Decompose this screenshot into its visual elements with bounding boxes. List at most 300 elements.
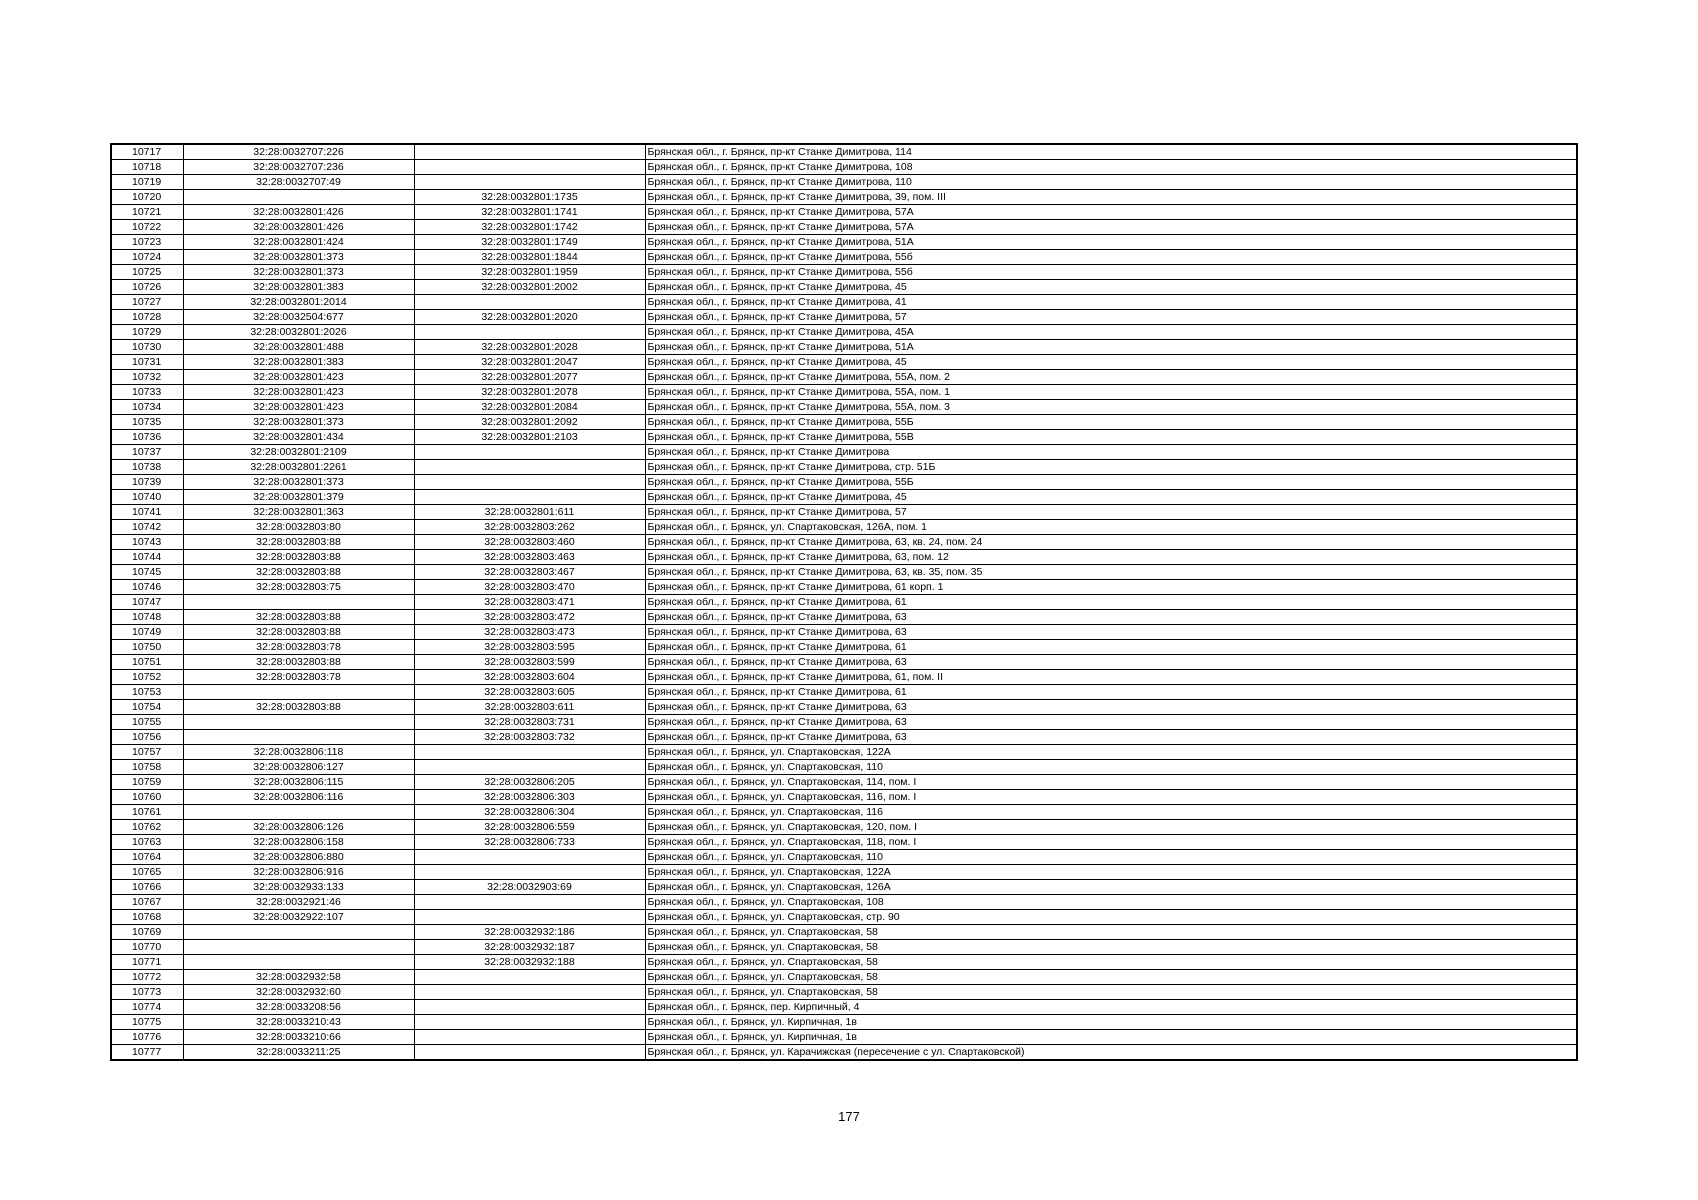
row-number-cell: 10741 [111,505,183,520]
address-cell: Брянская обл., г. Брянск, пр-кт Станке Димитрова, 55б [645,250,1577,265]
address-cell: Брянская обл., г. Брянск, пр-кт Станке Димитрова, 110 [645,175,1577,190]
table-row [111,1030,1577,1045]
land-cadastral-number-cell: 32:28:0032801:423 [183,400,414,415]
land-cadastral-number-cell: 32:28:0032801:373 [183,475,414,490]
table-row [111,685,1577,700]
row-number-cell: 10759 [111,775,183,790]
table-row [111,460,1577,475]
row-number-cell: 10769 [111,925,183,940]
table-row [111,385,1577,400]
address-cell: Брянская обл., г. Брянск, пр-кт Станке Димитрова, 55А, пом. 3 [645,400,1577,415]
address-cell: Брянская обл., г. Брянск, пр-кт Станке Димитрова, 55б [645,265,1577,280]
row-number-cell: 10734 [111,400,183,415]
address-cell: Брянская обл., г. Брянск, пр-кт Станке Димитрова, 39, пом. III [645,190,1577,205]
address-cell: Брянская обл., г. Брянск, ул. Спартаковская, 110 [645,850,1577,865]
address-cell: Брянская обл., г. Брянск, пр-кт Станке Димитрова, 63 [645,610,1577,625]
row-number-cell: 10720 [111,190,183,205]
row-number-cell: 10728 [111,310,183,325]
building-cadastral-number-cell: 32:28:0032801:1742 [414,220,645,235]
address-cell: Брянская обл., г. Брянск, пр-кт Станке Димитрова, 63 [645,730,1577,745]
row-number-cell: 10764 [111,850,183,865]
table-row [111,355,1577,370]
table-row [111,925,1577,940]
address-cell: Брянская обл., г. Брянск, пр-кт Станке Димитрова, 63 [645,700,1577,715]
table-row [111,520,1577,535]
address-cell: Брянская обл., г. Брянск, ул. Спартаковская, 116 [645,805,1577,820]
table-row [111,580,1577,595]
table-row [111,610,1577,625]
table-row [111,475,1577,490]
address-cell: Брянская обл., г. Брянск, пр-кт Станке Димитрова, 51А [645,340,1577,355]
land-cadastral-number-cell: 32:28:0032803:88 [183,610,414,625]
table-row [111,445,1577,460]
land-cadastral-number-cell: 32:28:0032801:383 [183,355,414,370]
land-cadastral-number-cell: 32:28:0032801:363 [183,505,414,520]
table-row [111,250,1577,265]
land-cadastral-number-cell: 32:28:0032801:2014 [183,295,414,310]
building-cadastral-number-cell [414,445,645,460]
table-row [111,295,1577,310]
row-number-cell: 10748 [111,610,183,625]
address-cell: Брянская обл., г. Брянск, ул. Спартаковская, 120, пом. I [645,820,1577,835]
table-row [111,850,1577,865]
table-row [111,235,1577,250]
row-number-cell: 10740 [111,490,183,505]
row-number-cell: 10730 [111,340,183,355]
land-cadastral-number-cell: 32:28:0032801:383 [183,280,414,295]
row-number-cell: 10773 [111,985,183,1000]
land-cadastral-number-cell: 32:28:0032933:133 [183,880,414,895]
address-cell: Брянская обл., г. Брянск, пр-кт Станке Димитрова, 57А [645,220,1577,235]
land-cadastral-number-cell: 32:28:0032801:373 [183,415,414,430]
row-number-cell: 10727 [111,295,183,310]
address-cell: Брянская обл., г. Брянск, ул. Спартаковская, 126А [645,880,1577,895]
building-cadastral-number-cell: 32:28:0032932:188 [414,955,645,970]
building-cadastral-number-cell: 32:28:0032801:2047 [414,355,645,370]
building-cadastral-number-cell: 32:28:0032801:1749 [414,235,645,250]
table-row [111,910,1577,925]
address-cell: Брянская обл., г. Брянск, пр-кт Станке Димитрова, 41 [645,295,1577,310]
row-number-cell: 10731 [111,355,183,370]
table-row [111,835,1577,850]
land-cadastral-number-cell: 32:28:0032707:226 [183,144,414,160]
table-row [111,745,1577,760]
building-cadastral-number-cell: 32:28:0032801:1959 [414,265,645,280]
building-cadastral-number-cell: 32:28:0032806:559 [414,820,645,835]
table-row [111,160,1577,175]
land-cadastral-number-cell: 32:28:0032801:434 [183,430,414,445]
address-cell: Брянская обл., г. Брянск, пр-кт Станке Димитрова, 55Б [645,475,1577,490]
building-cadastral-number-cell: 32:28:0032801:2028 [414,340,645,355]
row-number-cell: 10726 [111,280,183,295]
table-row [111,775,1577,790]
row-number-cell: 10750 [111,640,183,655]
land-cadastral-number-cell [183,925,414,940]
address-cell: Брянская обл., г. Брянск, пр-кт Станке Димитрова, 61 корп. 1 [645,580,1577,595]
land-cadastral-number-cell [183,190,414,205]
row-number-cell: 10772 [111,970,183,985]
page-number: 177 [838,1109,860,1124]
row-number-cell: 10733 [111,385,183,400]
row-number-cell: 10776 [111,1030,183,1045]
table-row [111,220,1577,235]
table-row [111,895,1577,910]
address-cell: Брянская обл., г. Брянск, пр-кт Станке Димитрова, 114 [645,144,1577,160]
table-row [111,700,1577,715]
land-cadastral-number-cell [183,595,414,610]
table-row [111,340,1577,355]
building-cadastral-number-cell: 32:28:0032806:304 [414,805,645,820]
land-cadastral-number-cell: 32:28:0032806:115 [183,775,414,790]
row-number-cell: 10749 [111,625,183,640]
building-cadastral-number-cell: 32:28:0032803:470 [414,580,645,595]
land-cadastral-number-cell: 32:28:0032803:75 [183,580,414,595]
building-cadastral-number-cell: 32:28:0032803:604 [414,670,645,685]
land-cadastral-number-cell: 32:28:0032801:426 [183,205,414,220]
row-number-cell: 10755 [111,715,183,730]
land-cadastral-number-cell: 32:28:0032801:373 [183,250,414,265]
land-cadastral-number-cell: 32:28:0032801:426 [183,220,414,235]
land-cadastral-number-cell: 32:28:0032707:49 [183,175,414,190]
building-cadastral-number-cell: 32:28:0032803:599 [414,655,645,670]
table-row [111,325,1577,340]
address-cell: Брянская обл., г. Брянск, пр-кт Станке Димитрова, 55В [645,430,1577,445]
land-cadastral-number-cell: 32:28:0032504:677 [183,310,414,325]
building-cadastral-number-cell: 32:28:0032803:731 [414,715,645,730]
land-cadastral-number-cell: 32:28:0032922:107 [183,910,414,925]
address-cell: Брянская обл., г. Брянск, пр-кт Станке Димитрова, 63, кв. 24, пом. 24 [645,535,1577,550]
table-row [111,655,1577,670]
row-number-cell: 10739 [111,475,183,490]
registry-table-body [111,144,1577,1060]
building-cadastral-number-cell: 32:28:0032801:2092 [414,415,645,430]
table-row [111,490,1577,505]
building-cadastral-number-cell: 32:28:0032806:303 [414,790,645,805]
address-cell: Брянская обл., г. Брянск, ул. Спартаковская, 110 [645,760,1577,775]
building-cadastral-number-cell: 32:28:0032803:467 [414,565,645,580]
table-row [111,550,1577,565]
table-row [111,310,1577,325]
address-cell: Брянская обл., г. Брянск, ул. Спартаковская, 114, пом. I [645,775,1577,790]
building-cadastral-number-cell: 32:28:0032803:460 [414,535,645,550]
table-row [111,940,1577,955]
land-cadastral-number-cell: 32:28:0032801:373 [183,265,414,280]
address-cell: Брянская обл., г. Брянск, ул. Спартаковская, 58 [645,985,1577,1000]
address-cell: Брянская обл., г. Брянск, ул. Спартаковская, 122А [645,745,1577,760]
row-number-cell: 10760 [111,790,183,805]
building-cadastral-number-cell: 32:28:0032806:205 [414,775,645,790]
row-number-cell: 10742 [111,520,183,535]
land-cadastral-number-cell [183,955,414,970]
building-cadastral-number-cell: 32:28:0032803:463 [414,550,645,565]
table-row [111,970,1577,985]
land-cadastral-number-cell: 32:28:0032803:78 [183,640,414,655]
land-cadastral-number-cell: 32:28:0032806:118 [183,745,414,760]
address-cell: Брянская обл., г. Брянск, ул. Кирпичная, 1в [645,1015,1577,1030]
address-cell: Брянская обл., г. Брянск, пр-кт Станке Димитрова, 55А, пом. 1 [645,385,1577,400]
row-number-cell: 10729 [111,325,183,340]
table-row [111,280,1577,295]
building-cadastral-number-cell [414,1000,645,1015]
address-cell: Брянская обл., г. Брянск, пр-кт Станке Димитрова, 61 [645,595,1577,610]
building-cadastral-number-cell: 32:28:0032801:611 [414,505,645,520]
table-row [111,400,1577,415]
building-cadastral-number-cell [414,865,645,880]
building-cadastral-number-cell [414,144,645,160]
address-cell: Брянская обл., г. Брянск, пр-кт Станке Димитрова, 55А, пом. 2 [645,370,1577,385]
land-cadastral-number-cell [183,805,414,820]
land-cadastral-number-cell: 32:28:0032801:2261 [183,460,414,475]
table-row [111,760,1577,775]
land-cadastral-number-cell: 32:28:0032803:78 [183,670,414,685]
row-number-cell: 10761 [111,805,183,820]
address-cell: Брянская обл., г. Брянск, пр-кт Станке Димитрова, 61 [645,640,1577,655]
address-cell: Брянская обл., г. Брянск, пр-кт Станке Димитрова, 45 [645,355,1577,370]
table-row [111,730,1577,745]
row-number-cell: 10777 [111,1045,183,1061]
land-cadastral-number-cell: 32:28:0032707:236 [183,160,414,175]
row-number-cell: 10745 [111,565,183,580]
row-number-cell: 10770 [111,940,183,955]
land-cadastral-number-cell: 32:28:0032921:46 [183,895,414,910]
address-cell: Брянская обл., г. Брянск, ул. Спартаковская, 58 [645,940,1577,955]
row-number-cell: 10765 [111,865,183,880]
land-cadastral-number-cell: 32:28:0033208:56 [183,1000,414,1015]
row-number-cell: 10763 [111,835,183,850]
building-cadastral-number-cell: 32:28:0032801:2077 [414,370,645,385]
row-number-cell: 10768 [111,910,183,925]
address-cell: Брянская обл., г. Брянск, пер. Кирпичный, 4 [645,1000,1577,1015]
row-number-cell: 10752 [111,670,183,685]
land-cadastral-number-cell: 32:28:0032803:88 [183,565,414,580]
land-cadastral-number-cell [183,685,414,700]
land-cadastral-number-cell: 32:28:0032801:423 [183,385,414,400]
building-cadastral-number-cell [414,1015,645,1030]
table-row [111,640,1577,655]
row-number-cell: 10756 [111,730,183,745]
address-cell: Брянская обл., г. Брянск, ул. Спартаковская, 58 [645,970,1577,985]
building-cadastral-number-cell: 32:28:0032801:1741 [414,205,645,220]
table-row [111,190,1577,205]
land-cadastral-number-cell: 32:28:0033211:25 [183,1045,414,1061]
row-number-cell: 10746 [111,580,183,595]
address-cell: Брянская обл., г. Брянск, пр-кт Станке Димитрова, 45 [645,280,1577,295]
table-row [111,415,1577,430]
row-number-cell: 10757 [111,745,183,760]
address-cell: Брянская обл., г. Брянск, ул. Спартаковская, 116, пом. I [645,790,1577,805]
row-number-cell: 10721 [111,205,183,220]
row-number-cell: 10743 [111,535,183,550]
land-cadastral-number-cell: 32:28:0033210:66 [183,1030,414,1045]
land-cadastral-number-cell: 32:28:0032801:379 [183,490,414,505]
address-cell: Брянская обл., г. Брянск, пр-кт Станке Димитрова, 63, кв. 35, пом. 35 [645,565,1577,580]
row-number-cell: 10744 [111,550,183,565]
address-cell: Брянская обл., г. Брянск, пр-кт Станке Димитрова, 61, пом. II [645,670,1577,685]
row-number-cell: 10751 [111,655,183,670]
table-row [111,505,1577,520]
row-number-cell: 10723 [111,235,183,250]
address-cell: Брянская обл., г. Брянск, ул. Спартаковская, стр. 90 [645,910,1577,925]
land-cadastral-number-cell: 32:28:0032801:2026 [183,325,414,340]
land-cadastral-number-cell: 32:28:0032806:127 [183,760,414,775]
table-row [111,865,1577,880]
row-number-cell: 10722 [111,220,183,235]
address-cell: Брянская обл., г. Брянск, пр-кт Станке Димитрова, 57 [645,310,1577,325]
building-cadastral-number-cell [414,910,645,925]
land-cadastral-number-cell: 32:28:0032801:488 [183,340,414,355]
registry-table [110,143,1578,1061]
land-cadastral-number-cell: 32:28:0032806:916 [183,865,414,880]
building-cadastral-number-cell: 32:28:0032801:2103 [414,430,645,445]
land-cadastral-number-cell [183,940,414,955]
land-cadastral-number-cell: 32:28:0032803:88 [183,655,414,670]
table-row [111,144,1577,160]
building-cadastral-number-cell [414,745,645,760]
table-row [111,370,1577,385]
building-cadastral-number-cell [414,895,645,910]
table-row [111,565,1577,580]
address-cell: Брянская обл., г. Брянск, пр-кт Станке Димитрова, 45 [645,490,1577,505]
building-cadastral-number-cell: 32:28:0032801:1735 [414,190,645,205]
address-cell: Брянская обл., г. Брянск, пр-кт Станке Димитрова, 63 [645,655,1577,670]
row-number-cell: 10754 [111,700,183,715]
building-cadastral-number-cell: 32:28:0032803:473 [414,625,645,640]
building-cadastral-number-cell [414,850,645,865]
building-cadastral-number-cell [414,475,645,490]
building-cadastral-number-cell [414,295,645,310]
address-cell: Брянская обл., г. Брянск, ул. Спартаковская, 118, пом. I [645,835,1577,850]
land-cadastral-number-cell: 32:28:0033210:43 [183,1015,414,1030]
table-row [111,265,1577,280]
table-row [111,790,1577,805]
building-cadastral-number-cell [414,325,645,340]
table-row [111,955,1577,970]
row-number-cell: 10758 [111,760,183,775]
table-row [111,625,1577,640]
land-cadastral-number-cell: 32:28:0032801:424 [183,235,414,250]
land-cadastral-number-cell: 32:28:0032806:158 [183,835,414,850]
building-cadastral-number-cell [414,1045,645,1061]
building-cadastral-number-cell: 32:28:0032803:471 [414,595,645,610]
table-row [111,715,1577,730]
table-row [111,805,1577,820]
address-cell: Брянская обл., г. Брянск, ул. Спартаковская, 122А [645,865,1577,880]
address-cell: Брянская обл., г. Брянск, ул. Спартаковская, 126А, пом. 1 [645,520,1577,535]
row-number-cell: 10775 [111,1015,183,1030]
address-cell: Брянская обл., г. Брянск, пр-кт Станке Димитрова, 61 [645,685,1577,700]
address-cell: Брянская обл., г. Брянск, пр-кт Станке Димитрова, 55Б [645,415,1577,430]
table-row [111,175,1577,190]
building-cadastral-number-cell: 32:28:0032803:611 [414,700,645,715]
row-number-cell: 10774 [111,1000,183,1015]
building-cadastral-number-cell: 32:28:0032803:472 [414,610,645,625]
address-cell: Брянская обл., г. Брянск, ул. Спартаковская, 58 [645,925,1577,940]
building-cadastral-number-cell [414,985,645,1000]
address-cell: Брянская обл., г. Брянск, пр-кт Станке Димитрова, 57 [645,505,1577,520]
address-cell: Брянская обл., г. Брянск, пр-кт Станке Димитрова, 51А [645,235,1577,250]
land-cadastral-number-cell: 32:28:0032806:116 [183,790,414,805]
land-cadastral-number-cell [183,730,414,745]
table-row [111,1045,1577,1061]
row-number-cell: 10718 [111,160,183,175]
building-cadastral-number-cell [414,160,645,175]
address-cell: Брянская обл., г. Брянск, пр-кт Станке Димитрова, 63 [645,715,1577,730]
building-cadastral-number-cell: 32:28:0032932:186 [414,925,645,940]
table-row [111,670,1577,685]
table-row [111,1000,1577,1015]
building-cadastral-number-cell: 32:28:0032803:605 [414,685,645,700]
address-cell: Брянская обл., г. Брянск, ул. Кирпичная, 1в [645,1030,1577,1045]
land-cadastral-number-cell [183,715,414,730]
row-number-cell: 10725 [111,265,183,280]
table-row [111,1015,1577,1030]
building-cadastral-number-cell: 32:28:0032806:733 [414,835,645,850]
building-cadastral-number-cell: 32:28:0032932:187 [414,940,645,955]
building-cadastral-number-cell: 32:28:0032801:1844 [414,250,645,265]
land-cadastral-number-cell: 32:28:0032801:423 [183,370,414,385]
building-cadastral-number-cell [414,1030,645,1045]
building-cadastral-number-cell: 32:28:0032803:262 [414,520,645,535]
address-cell: Брянская обл., г. Брянск, ул. Спартаковская, 108 [645,895,1577,910]
address-cell: Брянская обл., г. Брянск, пр-кт Станке Димитрова, 63 [645,625,1577,640]
row-number-cell: 10762 [111,820,183,835]
building-cadastral-number-cell [414,460,645,475]
building-cadastral-number-cell [414,490,645,505]
table-row [111,820,1577,835]
row-number-cell: 10771 [111,955,183,970]
land-cadastral-number-cell: 32:28:0032803:88 [183,625,414,640]
building-cadastral-number-cell: 32:28:0032803:595 [414,640,645,655]
building-cadastral-number-cell [414,760,645,775]
address-cell: Брянская обл., г. Брянск, ул. Карачижская (пересечение с ул. Спартаковской) [645,1045,1577,1061]
table-row [111,430,1577,445]
table-row [111,880,1577,895]
row-number-cell: 10724 [111,250,183,265]
table-row [111,985,1577,1000]
land-cadastral-number-cell: 32:28:0032803:88 [183,535,414,550]
table-row [111,205,1577,220]
address-cell: Брянская обл., г. Брянск, пр-кт Станке Димитрова, 108 [645,160,1577,175]
building-cadastral-number-cell: 32:28:0032803:732 [414,730,645,745]
row-number-cell: 10737 [111,445,183,460]
row-number-cell: 10738 [111,460,183,475]
building-cadastral-number-cell: 32:28:0032801:2084 [414,400,645,415]
land-cadastral-number-cell: 32:28:0032803:80 [183,520,414,535]
row-number-cell: 10732 [111,370,183,385]
address-cell: Брянская обл., г. Брянск, ул. Спартаковская, 58 [645,955,1577,970]
building-cadastral-number-cell: 32:28:0032801:2002 [414,280,645,295]
building-cadastral-number-cell: 32:28:0032801:2020 [414,310,645,325]
address-cell: Брянская обл., г. Брянск, пр-кт Станке Димитрова [645,445,1577,460]
land-cadastral-number-cell: 32:28:0032932:60 [183,985,414,1000]
row-number-cell: 10735 [111,415,183,430]
land-cadastral-number-cell: 32:28:0032801:2109 [183,445,414,460]
row-number-cell: 10717 [111,144,183,160]
land-cadastral-number-cell: 32:28:0032806:126 [183,820,414,835]
address-cell: Брянская обл., г. Брянск, пр-кт Станке Димитрова, 45А [645,325,1577,340]
building-cadastral-number-cell: 32:28:0032903:69 [414,880,645,895]
land-cadastral-number-cell: 32:28:0032932:58 [183,970,414,985]
address-cell: Брянская обл., г. Брянск, пр-кт Станке Димитрова, стр. 51Б [645,460,1577,475]
building-cadastral-number-cell: 32:28:0032801:2078 [414,385,645,400]
table-row [111,595,1577,610]
address-cell: Брянская обл., г. Брянск, пр-кт Станке Димитрова, 63, пом. 12 [645,550,1577,565]
row-number-cell: 10747 [111,595,183,610]
row-number-cell: 10719 [111,175,183,190]
row-number-cell: 10766 [111,880,183,895]
building-cadastral-number-cell [414,175,645,190]
row-number-cell: 10736 [111,430,183,445]
